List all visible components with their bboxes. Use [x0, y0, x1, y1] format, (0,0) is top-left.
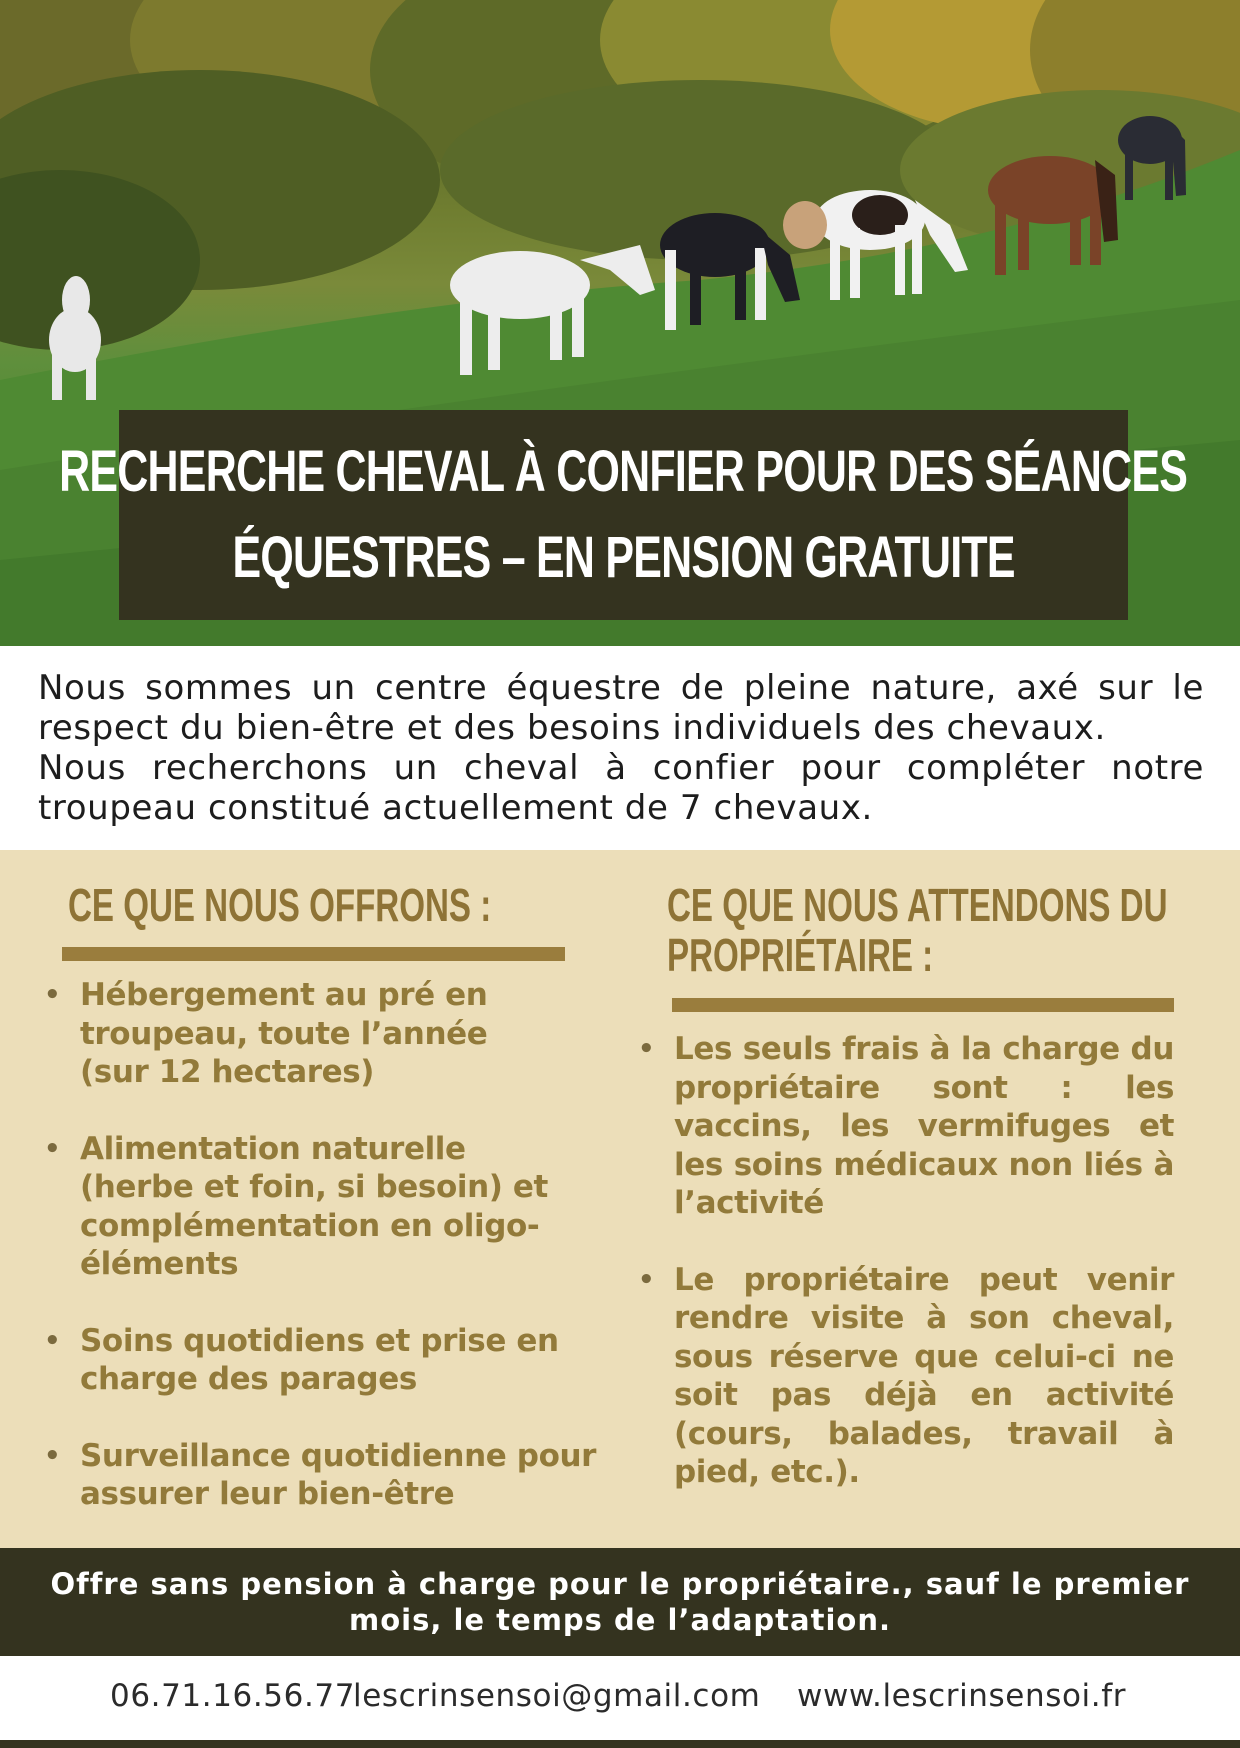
offer-title-rule: [62, 947, 565, 961]
intro-line-1: Nous sommes un centre équestre de pleine nature, axé sur le: [38, 668, 1204, 708]
headline-line-1: RECHERCHE CHEVAL À CONFIER POUR DES SÉANCES: [59, 439, 1188, 504]
intro-line-3: Nous recherchons un cheval à confier pour compléter notre: [38, 748, 1204, 788]
expect-title-line-2: PROPRIÉTAIRE :: [667, 929, 934, 981]
intro-line-4: troupeau constitué actuellement de 7 chevaux.: [38, 788, 873, 828]
expect-item-costs: • Les seuls frais à la charge du propriétaire sont : les vaccins, les vermifuges et les soins médicaux non liés à l’activité: [674, 1030, 1174, 1223]
bottom-bar: [0, 1740, 1240, 1748]
offer-title: CE QUE NOUS OFFRONS :: [68, 879, 492, 931]
offer-expect-panel: [0, 850, 1240, 1548]
offer-item-food: • Alimentation naturelle (herbe et foin, si besoin) et complémentation en oligo-éléments: [80, 1130, 560, 1284]
expect-list: [674, 1030, 1174, 1530]
expect-item-visits: • Le propriétaire peut venir rendre visite à son cheval, sous réserve que celui-ci ne soit pas déjà en activité (cours, balades, travail à pied, etc.).: [674, 1261, 1174, 1492]
intro-line-2: respect du bien-être et des besoins individuels des chevaux.: [38, 708, 1106, 748]
expect-title-rule: [672, 998, 1174, 1012]
expect-title-line-1: CE QUE NOUS ATTENDONS DU: [667, 879, 1168, 931]
phone-number[interactable]: 06.71.16.56.77: [110, 1678, 356, 1714]
offer-note: Offre sans pension à charge pour le propriétaire., sauf le premier mois, le temps de l’adaptation.: [50, 1567, 1190, 1637]
headline-box: [59, 410, 1188, 620]
email-link[interactable]: lescrinsensoi@gmail.com: [353, 1678, 761, 1714]
offer-item-care: • Soins quotidiens et prise en charge des parages: [80, 1322, 570, 1399]
offer-item-surveillance: • Surveillance quotidienne pour assurer leur bien-être: [80, 1437, 620, 1514]
website-link[interactable]: www.lescrinsensoi.fr: [797, 1678, 1127, 1714]
offer-list: [80, 976, 620, 1552]
offer-note-band: [0, 1548, 1240, 1656]
hero-photo: [0, 0, 1240, 646]
contact-row: [0, 1656, 1240, 1740]
headline-line-2: ÉQUESTRES – EN PENSION GRATUITE: [232, 525, 1015, 590]
offer-item-lodging: • Hébergement au pré en troupeau, toute l’année (sur 12 hectares): [80, 976, 510, 1092]
intro-text: [38, 668, 1204, 828]
